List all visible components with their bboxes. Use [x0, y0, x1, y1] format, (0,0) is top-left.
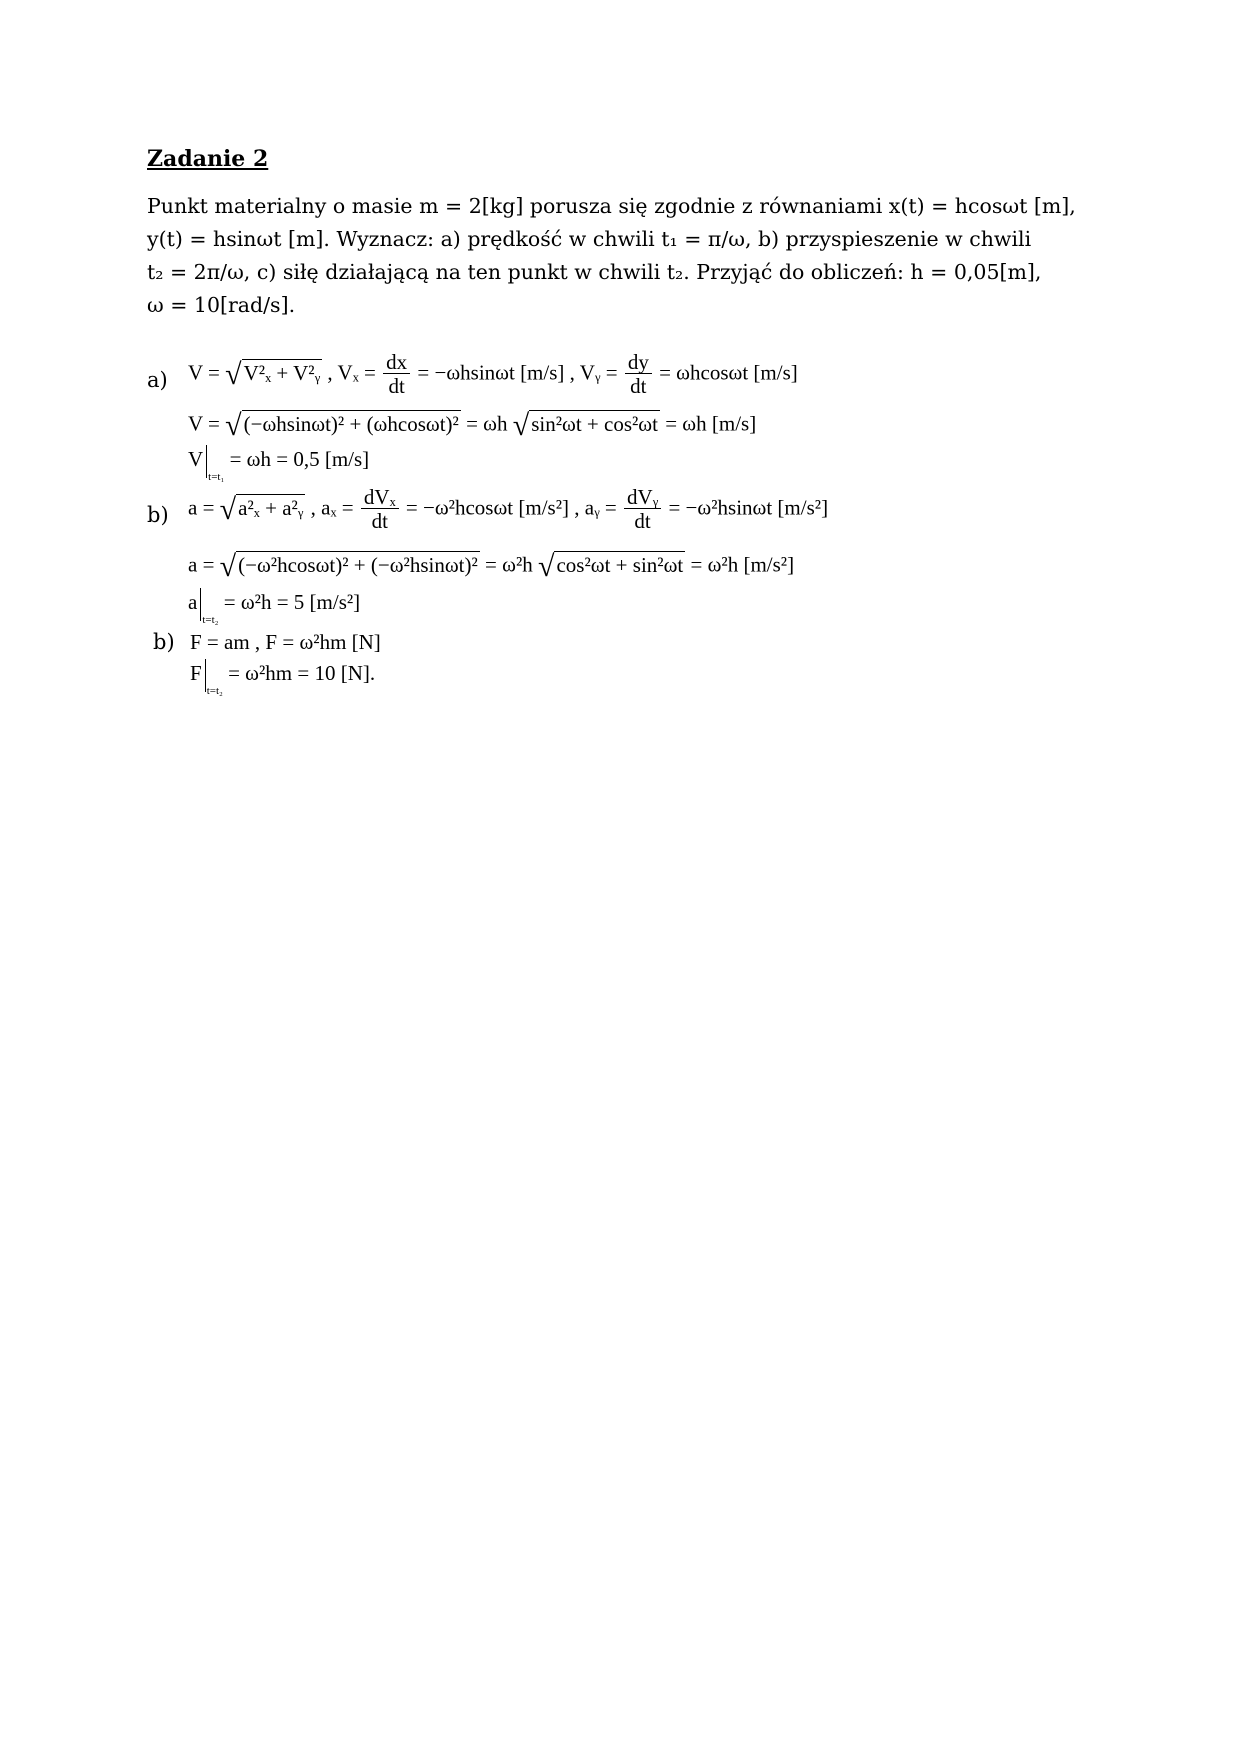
- fraction: $\frac{\text{dVᵧ}}{dt}$: [624, 487, 661, 532]
- problem-line: t₂ = 2π/ω, c) siłę działającą na ten punkt w chwili t₂. Przyjąć do obliczeń: h = 0,05[m],: [147, 260, 1042, 284]
- sqrt: √(−ω²hcosωt)² + (−ω²hsinωt)²: [219, 550, 478, 583]
- acceleration-equation-2: a = √(−ω²hcosωt)² + (−ω²hsinωt)² = ω²h √cos²ωt + sin²ωt = ω²h [m/s²]: [188, 550, 795, 583]
- evaluation-bar: V: [188, 445, 207, 478]
- acceleration-equation-1: a = √a²ₓ + a²ᵧ , aₓ = $\frac{\text{dVₓ}}{dt}$ = −ω²hcosωt [m/s²] , aᵧ = $\frac{\text{dVᵧ}}{dt}$ = −ω²hsinωt [m/s²]: [188, 485, 829, 533]
- velocity-equation-1: V = √V²ₓ + V²ᵧ , Vₓ = $\frac{dx}{dt}$ = −ωhsinωt [m/s] , Vᵧ = $\frac{dy}{dt}$ = ωhcosωt [m/s]: [188, 350, 798, 398]
- evaluation-bar: F: [190, 659, 206, 692]
- sqrt: √sin²ωt + cos²ωt: [512, 409, 658, 442]
- part-a-label: a): [147, 368, 168, 392]
- part-b-label: b): [147, 503, 169, 527]
- fraction: $\frac{dx}{dt}$: [383, 352, 410, 397]
- sqrt: √a²ₓ + a²ᵧ: [219, 493, 304, 526]
- task-title: Zadanie 2: [147, 146, 269, 172]
- fraction: $\frac{dy}{dt}$: [625, 352, 652, 397]
- sqrt: √cos²ωt + sin²ωt: [538, 550, 684, 583]
- force-result: $F_{t=t_2} = \omega^2hm = 10$ [N].: [190, 661, 376, 697]
- fraction: $\frac{\text{dVₓ}}{dt}$: [361, 487, 399, 532]
- velocity-equation-2: V = √(−ωhsinωt)² + (ωhcosωt)² = ωh √sin²ωt + cos²ωt = ωh [m/s]: [188, 409, 757, 442]
- problem-line: Punkt materialny o masie m = 2[kg] porusza się zgodnie z równaniami x(t) = hcosωt [m],: [147, 194, 1076, 218]
- force-equation: F = am , F = ω²hm [N]: [190, 630, 381, 654]
- velocity-result: $V_{t=t_1} = \omega h = 0,5$ [m/s]: [188, 447, 370, 483]
- sqrt: √(−ωhsinωt)² + (ωhcosωt)²: [225, 409, 459, 442]
- sqrt: √V²ₓ + V²ᵧ: [225, 358, 321, 391]
- problem-line: ω = 10[rad/s].: [147, 293, 296, 317]
- evaluation-bar: a: [188, 588, 201, 621]
- problem-line: y(t) = hsinωt [m]. Wyznacz: a) prędkość w chwili t₁ = π/ω, b) przyspieszenie w chwili: [147, 227, 1032, 251]
- acceleration-result: $a_{t=t_2} = \omega^2h = 5$ [m/s²]: [188, 590, 361, 626]
- problem-statement: [147, 190, 1092, 322]
- part-c-label: b): [153, 630, 175, 654]
